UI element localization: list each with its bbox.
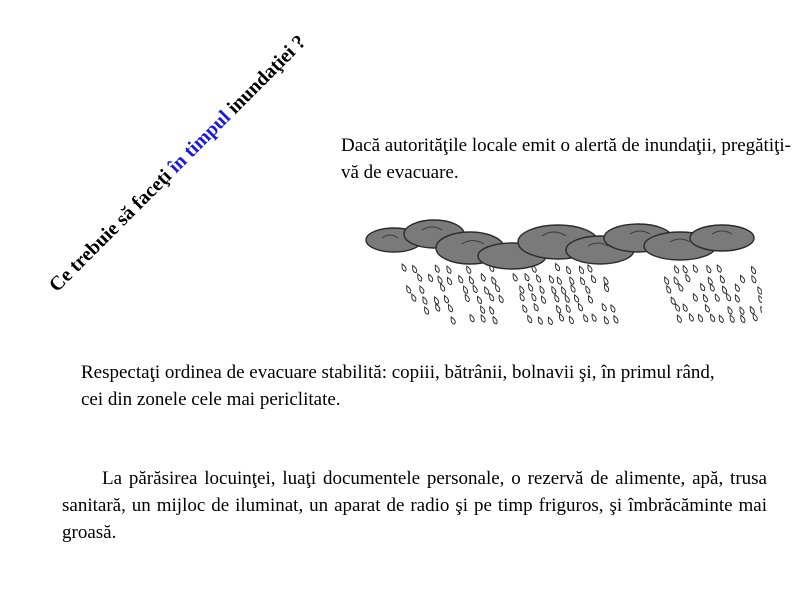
rain-drop [411,265,418,274]
rain-drop [756,286,762,295]
rain-drop [697,314,704,323]
rain-drop [436,275,443,284]
rain-drop [729,314,736,323]
rain-drop [488,306,495,315]
rain-drop [714,293,721,302]
rain-drop [553,294,560,303]
rain-drop [752,313,759,322]
rain-drop [445,265,452,274]
rain-drop [757,295,762,304]
rain-drop [601,303,608,312]
rain-drop [587,295,594,304]
rain-drop [721,285,728,294]
rain-drop [418,285,425,294]
rain-drop [554,263,561,272]
rain-drop [719,275,726,284]
rain-drop [565,266,572,275]
rain-drop [603,284,610,293]
rain-drop [498,295,505,304]
rain-drop [725,293,732,302]
rain-drop [483,286,490,295]
rain-drop [512,273,519,282]
rain-drop [405,285,412,294]
rain-drop [547,317,554,326]
rain-drop [530,293,537,302]
rain-drop [494,284,501,293]
rain-drop [716,264,723,273]
rain-drop [416,273,423,282]
rain-drop [568,276,575,285]
rain-drop [568,316,575,325]
rain-drop [726,306,733,315]
rain-drop [673,265,680,274]
rain-drop [603,316,610,325]
rain-drop [465,265,472,274]
rain-drop [565,304,572,313]
rain-drop [427,274,434,283]
rain-drop [702,294,709,303]
rain-drop [443,295,450,304]
rain-drop [540,295,547,304]
title-text-start: Ce trebuie să faceţi [44,161,180,297]
rain-drop [663,276,670,285]
rain-drop [558,313,565,322]
rain-drop [684,274,691,283]
rain-drop [468,314,475,323]
slide-title [45,31,311,297]
rain-drop [527,283,534,292]
rain-drop [682,265,689,274]
rain-drop [602,276,609,285]
rain-drop [582,314,589,323]
rain-drop [488,293,495,302]
rain-drop [555,305,562,314]
rain-drop [550,286,557,295]
rain-drop [518,285,525,294]
rain-drop [462,285,469,294]
alert-paragraph: Dacă autorităţile locale emit o alertă de inundaţii, pregătiţi-vă de evacuare. [341,135,791,183]
rain-drop [464,294,471,303]
rain-drop [734,294,741,303]
rain-drop [433,296,440,305]
rain-drop [519,293,526,302]
leaving-home-paragraph: La părăsirea locuinţei, luaţi documentele personale, o rezervă de alimente, apă, trusa sanitară, un mijloc de iluminat, un aparat de radio şi pe timp friguros, şi îmbrăcăminte mai groasă. [62,468,767,543]
rain-drop [410,293,417,302]
rain-drop [578,266,585,275]
rain-drop [446,277,453,286]
rain-drop [434,303,441,312]
rain-drop [750,266,757,275]
rain-drop [538,285,545,294]
rain-drop [590,275,597,284]
rain-drop [560,286,567,295]
rain-drop [579,277,586,286]
rain-drop [759,306,762,315]
rain-drop [490,276,497,285]
rain-drop [750,275,757,284]
rain-drop [676,314,683,323]
rain-drops [400,263,762,326]
rain-drop [673,276,680,285]
rain-drop [569,284,576,293]
rain-drop [476,296,483,305]
rain-drop [704,304,711,313]
rain-drop [434,264,441,273]
rain-drop [734,283,741,292]
rain-drop [738,306,745,315]
rain-drop [447,304,454,313]
rain-drop [739,315,746,324]
rain-drop [556,276,563,285]
rain-drop [480,273,487,282]
rain-drop [677,283,684,292]
rain-drop [521,304,528,313]
rain-drop [564,294,571,303]
rain-drop [591,313,598,322]
rain-drop [682,303,689,312]
rain-drop [479,305,486,314]
rain-drop [450,316,457,325]
rain-drop [692,264,699,273]
title-text-end: inundaţiei ? [219,30,311,122]
rain-drop [468,276,475,285]
rain-drop [709,314,716,323]
rain-drop [423,306,430,315]
rain-drop [692,293,699,302]
rain-drop [472,285,479,294]
rain-drop [577,303,584,312]
rain-drop [688,313,695,322]
rain-drop [739,275,746,284]
rain-drop [457,275,464,284]
rain-drop [665,285,672,294]
rain-drop [573,294,580,303]
rain-drop [749,306,756,315]
rain-drop [699,283,706,292]
rain-drop [480,314,487,323]
rain-drop [491,316,498,325]
cloud-shape [366,220,754,269]
rain-drop [533,303,540,312]
rain-cloud-icon [362,218,762,333]
rain-drop [609,304,616,313]
rain-drop [586,264,593,273]
rain-drop [584,285,591,294]
rain-drop [670,296,677,305]
rain-drop [548,275,555,284]
rain-drop [718,315,725,324]
rain-drop [421,296,428,305]
rain-drop [705,265,712,274]
rain-drop [523,273,530,282]
rain-drop [612,315,619,324]
rain-drop [400,263,407,272]
rain-drop [535,274,542,283]
rain-drop [439,283,446,292]
rain-drop [537,316,544,325]
title-highlight: în timpul [164,106,235,178]
evacuation-order-paragraph: Respectaţi ordinea de evacuare stabilită: copiii, bătrânii, bolnavii şi, în primul rând, cei din zonele cele mai periclitate. [81,362,715,410]
rain-drop [526,315,533,324]
